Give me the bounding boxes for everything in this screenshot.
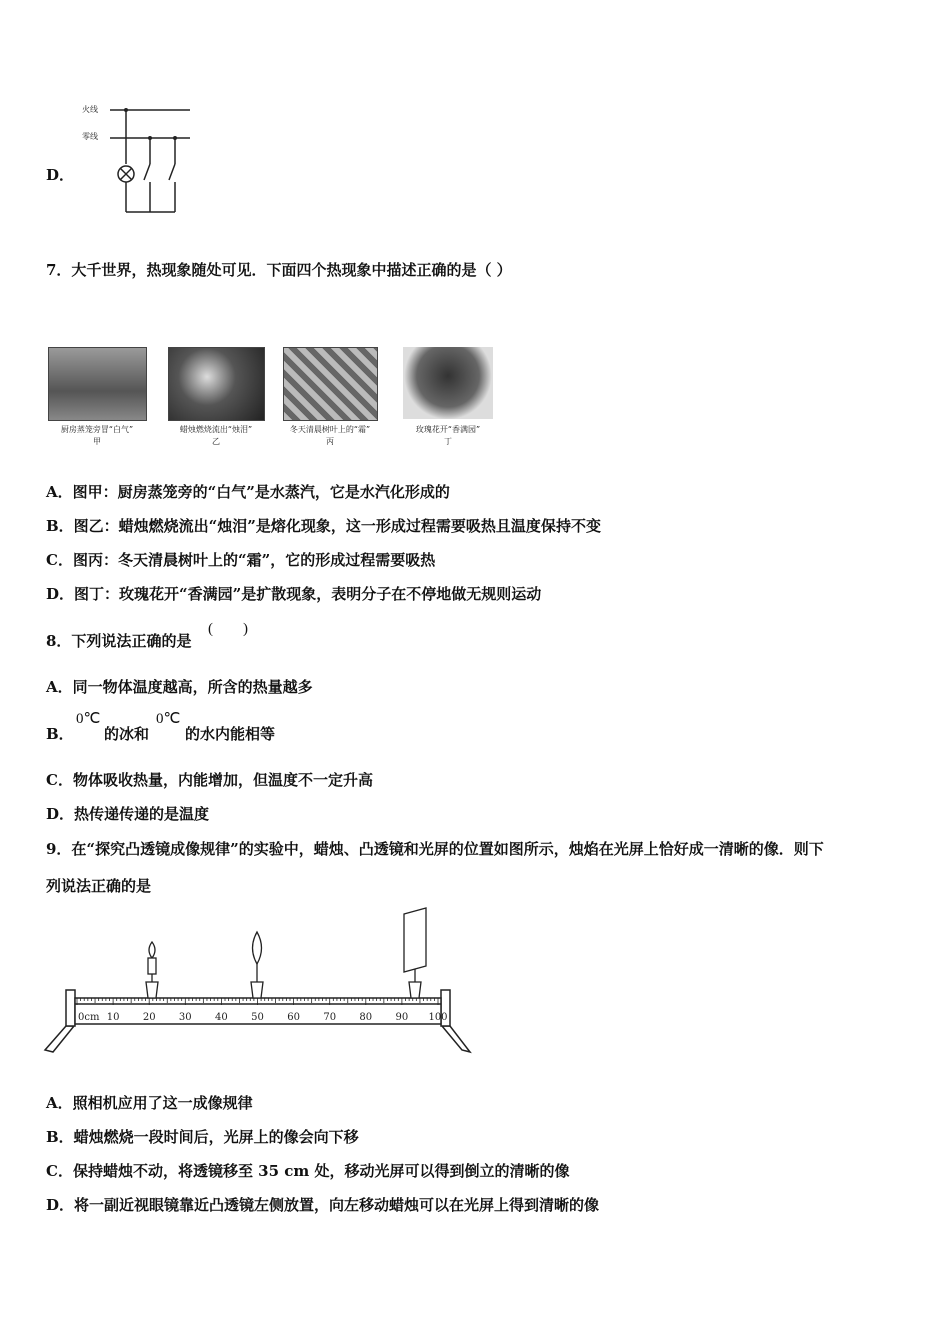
ruler-label: 100 [428,1012,448,1023]
q9-option-b[interactable]: B．蜡烛燃烧一段时间后，光屏上的像会向下移 [46,1128,359,1146]
ruler-label: 70 [323,1012,337,1023]
q7-photo-candle [168,347,265,421]
q7-option-b[interactable]: B．图乙：蜡烛燃烧流出“烛泪”是熔化现象，这一形成过程需要吸热且温度保持不变 [46,517,601,535]
q9-stem-line1: 9．在“探究凸透镜成像规律”的实验中，蜡烛、凸透镜和光屏的位置如图所示，烛焰在光屏上恰好成一清晰的像．则下 [46,840,824,858]
q7-tag-yi: 乙 [212,437,220,446]
q8-stem: 8．下列说法正确的是 [46,632,192,650]
q8-option-b-temp-water: 0℃ [156,711,181,727]
q7-photo-steamer [48,347,147,421]
q9-stem-line2: 列说法正确的是 [46,877,152,895]
neutral-wire-label: 零线 [82,132,98,141]
q7-caption-bing: 冬天清晨树叶上的“霜” [289,425,371,434]
q7-caption-yi: 蜡烛燃烧流出“烛泪” [179,425,253,434]
q7-caption-jia: 厨房蒸笼旁冒“白气” [60,425,134,434]
q7-stem: 7．大千世界，热现象随处可见．下面四个热现象中描述正确的是（ ） [46,261,512,279]
q7-caption-ding: 玫瑰花开“香满园” [415,425,481,434]
q6-option-d-label[interactable]: D． [46,166,75,184]
ruler-label: 60 [287,1012,300,1023]
q9-option-a[interactable]: A．照相机应用了这一成像规律 [46,1094,253,1112]
q7-option-a[interactable]: A．图甲：厨房蒸笼旁的“白气”是水蒸汽，它是水汽化形成的 [46,483,450,501]
circuit-diagram [100,100,200,220]
q7-tag-ding: 丁 [444,437,452,446]
q7-tag-bing: 丙 [326,437,334,446]
light-screen [404,908,426,998]
optical-bench-diagram [40,900,480,1060]
ruler-label: 0cm [78,1012,100,1023]
ruler-label: 30 [178,1012,192,1023]
q8-answer-paren: ( ) [208,621,248,637]
q7-option-d[interactable]: D．图丁：玫瑰花开“香满园”是扩散现象，表明分子在不停地做无规则运动 [46,585,542,603]
q8-option-b-mid: 的冰和 [104,725,150,743]
q9-option-c[interactable]: C．保持蜡烛不动，将透镜移至 35 cm 处，移动光屏可以得到倒立的清晰的像 [46,1162,570,1180]
q8-option-d[interactable]: D．热传递传递的是温度 [46,805,210,823]
q7-tag-jia: 甲 [93,437,101,446]
q8-option-a[interactable]: A．同一物体温度越高，所含的热量越多 [46,678,313,696]
ruler-label: 50 [251,1012,264,1023]
q7-photo-rose [403,347,493,419]
candle [146,942,158,998]
ruler-label: 40 [215,1012,228,1023]
q8-option-b-end: 的水内能相等 [185,725,276,743]
ruler-label: 80 [359,1012,373,1023]
q8-option-b-letter[interactable]: B． [46,725,74,743]
ruler-label: 10 [106,1012,120,1023]
ruler-label: 90 [395,1012,409,1023]
q7-option-c[interactable]: C．图丙：冬天清晨树叶上的“霜”，它的形成过程需要吸热 [46,551,436,569]
q9-option-d[interactable]: D．将一副近视眼镜靠近凸透镜左侧放置，向左移动蜡烛可以在光屏上得到清晰的像 [46,1196,600,1214]
q8-option-b-temp-ice: 0℃ [76,711,101,727]
q7-photo-frost [283,347,378,421]
convex-lens [251,932,263,998]
q8-option-c[interactable]: C．物体吸收热量，内能增加，但温度不一定升高 [46,771,373,789]
ruler-label: 20 [142,1012,156,1023]
live-wire-label: 火线 [82,105,98,114]
